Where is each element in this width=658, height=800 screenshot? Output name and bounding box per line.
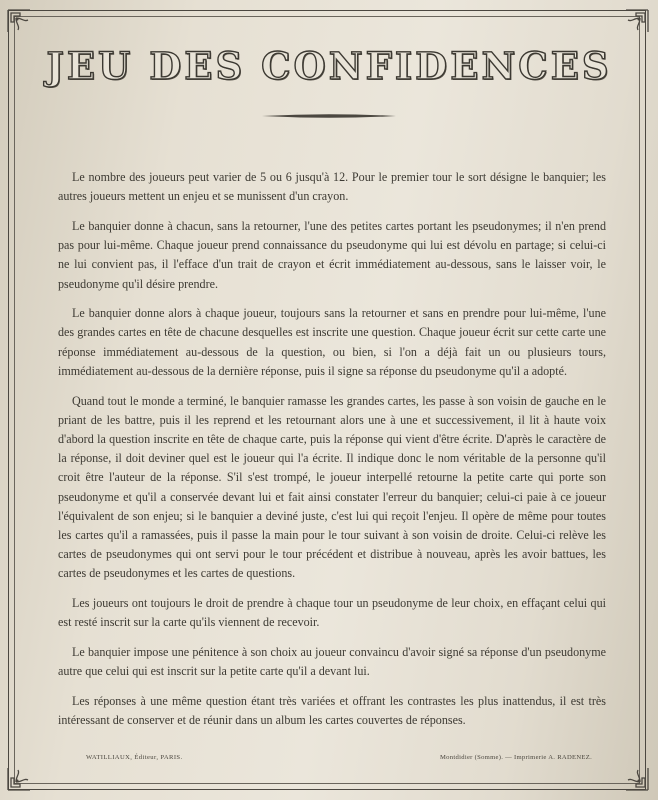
corner-ornament-icon [6, 766, 32, 792]
paragraph: Le nombre des joueurs peut varier de 5 ou 6 jusqu'à 12. Pour le premier tour le sort désigne le banquier; les autres joueurs mettent un enjeu et se munissent d'un crayon. [58, 170, 606, 204]
paragraph: Le banquier donne à chacun, sans la retourner, l'une des petites cartes portant les pseudonymes; il n'en prend pas pour lui-même. Chaque joueur prend connaissance du pseudonyme qui lui est dévolu en partage; si celui-ci ne lui convient pas, il l'efface d'un trait de crayon et écrit immédiatement au-dessous, sans le laisser voir, le pseudonyme qu'il désire prendre. [58, 218, 606, 291]
paragraph: Les joueurs ont toujours le droit de prendre à chaque tour un pseudonyme de leur choix, en effaçant celui qui est resté inscrit sur la carte qu'ils viennent de recevoir. [58, 596, 606, 630]
paragraph: Le banquier impose une pénitence à son choix au joueur convaincu d'avoir signé sa réponse d'un pseudonyme autre que celui qui est inscrit sur la petite carte qu'il a devant lui. [58, 644, 606, 679]
page-title: JEU DES CONFIDENCES [46, 44, 612, 88]
paragraph: Les réponses à une même question étant très variées et offrant les contrastes les plus inattendus, il est très intéressant de conserver et de réunir dans un album les cartes couvertes de réponses. [58, 693, 606, 728]
printer-credit: Montdidier (Somme). — Imprimerie A. RADENEZ. [440, 754, 593, 761]
corner-ornament-icon [624, 766, 650, 792]
publisher-credit: WATILLIAUX, Éditeur, PARIS. [86, 754, 183, 761]
title-rule-ornament [262, 112, 396, 120]
rules-text [58, 168, 606, 741]
paragraph: Quand tout le monde a terminé, le banquier ramasse les grandes cartes, les passe à son voisin de gauche en le priant de les battre, puis il les reprend et les retournant alors une à une et successivement, il lit à haute voix d'abord la question inscrite en tête de chaque carte, puis la réponse qui vient d'être écrite. D'après le caractère de la réponse, il doit deviner quel est le joueur qui l'a écrite. Il indique donc le nom véritable de la personne qu'il croit être l'auteur de la réponse. S'il s'est trompé, le joueur interpellé retourne la petite carte qui porte son pseudonyme et qu'il a conservée devant lui et fait ainsi constater l'erreur du banquier; celui-ci paie à ce joueur l'équivalent de son enjeu; si le banquier a deviné juste, c'est lui qui reçoit l'enjeu. Il opère de même pour toutes les cartes qu'il a ramassées, puis il passe la main pour le tour suivant à son voisin de droite. Celui-ci relève les cartes de pseudonymes qui ont servi pour le tour précédent et distribue à nouveau, après les avoir battues, les cartes de pseudonymes et les cartes de questions. [58, 393, 606, 581]
paragraph: Le banquier donne alors à chaque joueur, toujours sans la retourner et sans en prendre pour lui-même, l'une des grandes cartes en tête de chacune desquelles est inscrite une question. Chaque joueur écrit sur cette carte une réponse immédiatement au-dessous de la question, ou bien, si l'on a déjà fait un ou plusieurs tours, immédiatement au-dessous de la dernière réponse, puis il signe sa réponse du pseudonyme qu'il a adopté. [58, 306, 606, 378]
corner-ornament-icon [624, 8, 650, 34]
corner-ornament-icon [6, 8, 32, 34]
